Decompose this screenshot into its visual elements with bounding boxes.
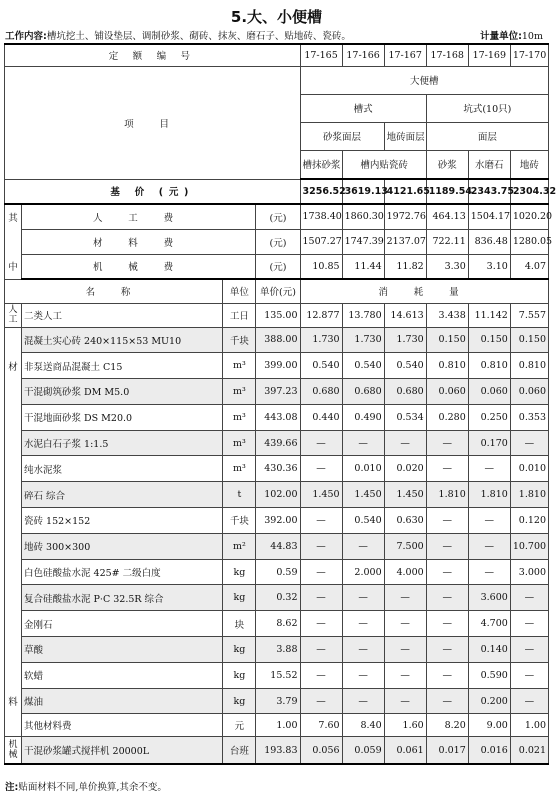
header-sub: 槽内贴瓷砖 xyxy=(342,150,426,179)
material-name: 干混砌筑砂浆 DM M5.0 xyxy=(22,379,223,405)
breakdown-value: 11.44 xyxy=(342,254,384,279)
material-value: — xyxy=(300,585,342,611)
material-value: 0.010 xyxy=(342,456,384,482)
material-row xyxy=(5,482,549,508)
material-price: 388.00 xyxy=(256,327,300,353)
material-value: 2.000 xyxy=(342,559,384,585)
material-price: 0.59 xyxy=(256,559,300,585)
material-row xyxy=(5,430,549,456)
header-mortar-surface: 砂浆面层 xyxy=(300,122,384,150)
cost-breakdown-row xyxy=(5,204,549,229)
material-row xyxy=(5,714,549,737)
col-consume-header: 消 耗 量 xyxy=(300,279,549,303)
work-content-text: 槽坑挖土、铺设垫层、调制砂浆、砌砖、抹灰、磨石子、贴地砖、瓷砖。 xyxy=(46,31,351,42)
material-name: 非泵送商品混凝土 C15 xyxy=(22,353,223,379)
material-unit: 千块 xyxy=(223,327,256,353)
material-price: 3.88 xyxy=(256,637,300,663)
base-price-value: 3619.13 xyxy=(342,179,384,204)
breakdown-value: 4.07 xyxy=(510,254,548,279)
material-price: 397.23 xyxy=(256,379,300,405)
material-value: — xyxy=(384,611,426,637)
material-value: 0.810 xyxy=(468,353,510,379)
breakdown-category-top: 其 xyxy=(5,204,22,229)
material-name: 复合硅酸盐水泥 P·C 32.5R 综合 xyxy=(22,585,223,611)
machine-value: 0.056 xyxy=(300,737,342,764)
material-row xyxy=(5,353,549,379)
breakdown-value: 1738.40 xyxy=(300,204,342,229)
base-price-value: 1189.54 xyxy=(426,179,468,204)
labor-value: 3.438 xyxy=(426,303,468,327)
machine-category: 机械 xyxy=(5,737,22,764)
breakdown-value: 11.82 xyxy=(384,254,426,279)
material-name: 金刚石 xyxy=(22,611,223,637)
material-value: 8.40 xyxy=(342,714,384,737)
material-value: 0.060 xyxy=(510,379,548,405)
material-value: — xyxy=(384,585,426,611)
col-unit-header: 单位 xyxy=(223,279,256,303)
material-value: — xyxy=(510,430,548,456)
material-value: 0.150 xyxy=(468,327,510,353)
material-unit: 千块 xyxy=(223,508,256,534)
code-cell: 17-168 xyxy=(426,44,468,66)
material-row xyxy=(5,611,549,637)
machine-row xyxy=(5,737,549,764)
material-value: — xyxy=(300,611,342,637)
material-value: 0.680 xyxy=(300,379,342,405)
breakdown-unit: (元) xyxy=(256,204,300,229)
material-value: 0.010 xyxy=(510,456,548,482)
material-price: 0.32 xyxy=(256,585,300,611)
machine-value: 0.021 xyxy=(510,737,548,764)
material-name: 干混地面砂浆 DS M20.0 xyxy=(22,404,223,430)
material-unit: 元 xyxy=(223,714,256,737)
material-value: — xyxy=(342,662,384,688)
material-value: — xyxy=(510,585,548,611)
material-value: — xyxy=(510,688,548,714)
breakdown-name: 材 料 费 xyxy=(22,229,256,254)
material-value: 1.810 xyxy=(468,482,510,508)
breakdown-value: 1507.27 xyxy=(300,229,342,254)
material-value: 0.200 xyxy=(468,688,510,714)
material-value: — xyxy=(426,533,468,559)
material-value: 9.00 xyxy=(468,714,510,737)
measure-unit-label: 计量单位: xyxy=(480,31,522,42)
material-value: 0.540 xyxy=(342,508,384,534)
table-body xyxy=(5,44,556,764)
breakdown-category-bottom: 中 xyxy=(5,254,22,279)
footnote-label: 注: xyxy=(5,782,19,793)
breakdown-name: 机 械 费 xyxy=(22,254,256,279)
material-name: 瓷砖 152×152 xyxy=(22,508,223,534)
machine-name: 干混砂浆罐式搅拌机 20000L xyxy=(22,737,223,764)
material-unit: m³ xyxy=(223,430,256,456)
breakdown-value: 464.13 xyxy=(426,204,468,229)
material-row xyxy=(5,456,549,482)
base-price-value: 3256.52 xyxy=(300,179,342,204)
labor-category: 人工 xyxy=(5,303,22,327)
material-value: — xyxy=(426,559,468,585)
breakdown-value: 3.10 xyxy=(468,254,510,279)
material-value: 1.00 xyxy=(510,714,548,737)
breakdown-value: 3.30 xyxy=(426,254,468,279)
material-value: — xyxy=(342,611,384,637)
material-row xyxy=(5,688,549,714)
material-value: — xyxy=(426,611,468,637)
machine-value: 0.017 xyxy=(426,737,468,764)
material-unit: kg xyxy=(223,688,256,714)
material-category-spacer xyxy=(5,533,22,559)
material-value: — xyxy=(384,430,426,456)
material-unit: m³ xyxy=(223,379,256,405)
code-cell: 17-165 xyxy=(300,44,342,66)
breakdown-unit: (元) xyxy=(256,229,300,254)
material-value: — xyxy=(510,611,548,637)
material-unit: m³ xyxy=(223,353,256,379)
material-value: — xyxy=(426,430,468,456)
labor-value: 11.142 xyxy=(468,303,510,327)
material-value: — xyxy=(426,662,468,688)
material-value: — xyxy=(468,508,510,534)
material-value: 1.730 xyxy=(342,327,384,353)
material-value: 0.280 xyxy=(426,404,468,430)
material-value: 3.000 xyxy=(510,559,548,585)
material-unit: 块 xyxy=(223,611,256,637)
material-value: — xyxy=(300,662,342,688)
quota-table xyxy=(4,43,556,765)
material-value: 1.60 xyxy=(384,714,426,737)
breakdown-value: 1280.05 xyxy=(510,229,548,254)
material-value: — xyxy=(426,508,468,534)
material-value: — xyxy=(300,430,342,456)
material-value: 0.170 xyxy=(468,430,510,456)
material-value: 0.540 xyxy=(300,353,342,379)
breakdown-category-spacer xyxy=(5,229,22,254)
labor-value: 13.780 xyxy=(342,303,384,327)
labor-value: 14.613 xyxy=(384,303,426,327)
material-value: — xyxy=(468,533,510,559)
labor-price: 135.00 xyxy=(256,303,300,327)
material-unit: kg xyxy=(223,662,256,688)
material-value: 0.540 xyxy=(384,353,426,379)
breakdown-unit: (元) xyxy=(256,254,300,279)
material-value: 1.810 xyxy=(510,482,548,508)
material-value: 0.120 xyxy=(510,508,548,534)
material-price: 3.79 xyxy=(256,688,300,714)
breakdown-value: 1972.76 xyxy=(384,204,426,229)
material-price: 443.08 xyxy=(256,404,300,430)
labor-value: 7.557 xyxy=(510,303,548,327)
material-value: — xyxy=(342,637,384,663)
material-name: 煤油 xyxy=(22,688,223,714)
col-name-header: 名 称 xyxy=(5,279,223,303)
material-value: 0.490 xyxy=(342,404,384,430)
base-price-value: 2304.32 xyxy=(510,179,548,204)
material-category-spacer xyxy=(5,611,22,637)
material-unit: kg xyxy=(223,559,256,585)
material-value: — xyxy=(342,585,384,611)
header-surface: 面层 xyxy=(426,122,548,150)
material-value: — xyxy=(300,456,342,482)
material-value: 1.450 xyxy=(342,482,384,508)
material-value: — xyxy=(300,688,342,714)
column-header-row xyxy=(5,279,549,303)
breakdown-value: 2137.07 xyxy=(384,229,426,254)
material-category-spacer xyxy=(5,714,22,737)
code-cell: 17-169 xyxy=(468,44,510,66)
material-price: 44.83 xyxy=(256,533,300,559)
material-category-spacer xyxy=(5,662,22,688)
material-category-spacer xyxy=(5,637,22,663)
material-value: 0.150 xyxy=(426,327,468,353)
code-cell: 17-166 xyxy=(342,44,384,66)
material-value: 0.630 xyxy=(384,508,426,534)
base-price-label: 基 价 (元) xyxy=(5,179,301,204)
work-content-label: 工作内容: xyxy=(5,31,47,42)
material-value: — xyxy=(384,688,426,714)
header-sub: 砂浆 xyxy=(426,150,468,179)
material-value: — xyxy=(468,559,510,585)
breakdown-value: 1504.17 xyxy=(468,204,510,229)
material-value: 4.700 xyxy=(468,611,510,637)
material-value: — xyxy=(300,533,342,559)
material-price: 102.00 xyxy=(256,482,300,508)
material-price: 8.62 xyxy=(256,611,300,637)
material-value: — xyxy=(300,559,342,585)
material-row xyxy=(5,327,549,353)
material-row xyxy=(5,404,549,430)
measure-unit xyxy=(480,28,543,42)
header-sub: 水磨石 xyxy=(468,150,510,179)
material-name: 地砖 300×300 xyxy=(22,533,223,559)
breakdown-name: 人 工 费 xyxy=(22,204,256,229)
material-value: 0.440 xyxy=(300,404,342,430)
work-content xyxy=(5,28,351,42)
base-price-value: 4121.65 xyxy=(384,179,426,204)
material-category-spacer xyxy=(5,379,22,405)
machine-value: 0.059 xyxy=(342,737,384,764)
material-category-bottom: 料 xyxy=(5,688,22,714)
material-value: — xyxy=(426,637,468,663)
labor-name: 二类人工 xyxy=(22,303,223,327)
material-value: — xyxy=(510,662,548,688)
material-row xyxy=(5,533,549,559)
breakdown-value: 1747.39 xyxy=(342,229,384,254)
material-value: 1.450 xyxy=(300,482,342,508)
material-value: 0.140 xyxy=(468,637,510,663)
material-category-spacer xyxy=(5,456,22,482)
header-sub: 地砖 xyxy=(510,150,548,179)
code-row xyxy=(5,44,549,66)
material-value: 0.250 xyxy=(468,404,510,430)
labor-unit: 工日 xyxy=(223,303,256,327)
material-price: 430.36 xyxy=(256,456,300,482)
material-value: 0.353 xyxy=(510,404,548,430)
material-value: — xyxy=(300,508,342,534)
material-value: — xyxy=(384,662,426,688)
material-value: — xyxy=(426,688,468,714)
material-row xyxy=(5,559,549,585)
machine-value: 0.061 xyxy=(384,737,426,764)
material-price: 1.00 xyxy=(256,714,300,737)
material-name: 混凝土实心砖 240×115×53 MU10 xyxy=(22,327,223,353)
material-category-spacer xyxy=(5,508,22,534)
header-pit: 坑式(10只) xyxy=(426,94,548,122)
col-price-header: 单价(元) xyxy=(256,279,300,303)
material-row xyxy=(5,585,549,611)
material-value: 0.540 xyxy=(342,353,384,379)
breakdown-value: 836.48 xyxy=(468,229,510,254)
material-value: — xyxy=(510,637,548,663)
measure-unit-value: 10m xyxy=(521,31,543,42)
material-value: 1.730 xyxy=(384,327,426,353)
material-category-spacer xyxy=(5,559,22,585)
header-groove: 槽式 xyxy=(300,94,426,122)
material-unit: t xyxy=(223,482,256,508)
page-title: 5.大、小便槽 xyxy=(230,8,323,26)
material-name: 软蜡 xyxy=(22,662,223,688)
material-value: 0.680 xyxy=(342,379,384,405)
material-name: 纯水泥浆 xyxy=(22,456,223,482)
code-cell: 17-167 xyxy=(384,44,426,66)
material-name: 碎石 综合 xyxy=(22,482,223,508)
material-row xyxy=(5,637,549,663)
cost-breakdown-row xyxy=(5,229,549,254)
material-value: — xyxy=(300,637,342,663)
material-value: — xyxy=(342,688,384,714)
material-category-spacer xyxy=(5,430,22,456)
material-value: 8.20 xyxy=(426,714,468,737)
material-category-top: 材 xyxy=(5,353,22,379)
footnote-text: 贴面材料不同,单价换算,其余不变。 xyxy=(18,782,167,793)
base-price-row xyxy=(5,179,549,204)
material-name: 其他材料费 xyxy=(22,714,223,737)
material-category-spacer xyxy=(5,327,22,353)
header-row-1 xyxy=(5,66,549,94)
material-value: 0.060 xyxy=(426,379,468,405)
material-name: 草酸 xyxy=(22,637,223,663)
breakdown-value: 10.85 xyxy=(300,254,342,279)
material-value: — xyxy=(342,533,384,559)
material-unit: m³ xyxy=(223,404,256,430)
material-value: 0.150 xyxy=(510,327,548,353)
header-tile-floor-surface: 地砖面层 xyxy=(384,122,426,150)
material-value: — xyxy=(342,430,384,456)
material-category-spacer xyxy=(5,482,22,508)
material-value: 1.810 xyxy=(426,482,468,508)
item-label: 项 目 xyxy=(5,66,301,179)
labor-row xyxy=(5,303,549,327)
material-value: 4.000 xyxy=(384,559,426,585)
material-value: 7.500 xyxy=(384,533,426,559)
material-value: 10.700 xyxy=(510,533,548,559)
material-unit: kg xyxy=(223,637,256,663)
material-value: — xyxy=(426,585,468,611)
material-value: 0.810 xyxy=(426,353,468,379)
material-value: 0.060 xyxy=(468,379,510,405)
material-category-spacer xyxy=(5,585,22,611)
material-value: 0.810 xyxy=(510,353,548,379)
breakdown-value: 722.11 xyxy=(426,229,468,254)
material-value: — xyxy=(384,637,426,663)
material-value: 0.534 xyxy=(384,404,426,430)
material-value: — xyxy=(426,456,468,482)
material-price: 392.00 xyxy=(256,508,300,534)
material-value: 7.60 xyxy=(300,714,342,737)
material-row xyxy=(5,379,549,405)
code-cell: 17-170 xyxy=(510,44,548,66)
cost-breakdown-row xyxy=(5,254,549,279)
base-price-value: 2343.75 xyxy=(468,179,510,204)
header-sub: 槽抹砂浆 xyxy=(300,150,342,179)
machine-value: 0.016 xyxy=(468,737,510,764)
labor-value: 12.877 xyxy=(300,303,342,327)
material-price: 399.00 xyxy=(256,353,300,379)
material-row xyxy=(5,508,549,534)
material-category-spacer xyxy=(5,404,22,430)
footnote xyxy=(5,779,167,793)
material-unit: m² xyxy=(223,533,256,559)
code-label: 定 额 编 号 xyxy=(5,44,301,66)
material-value: 0.680 xyxy=(384,379,426,405)
machine-unit: 台班 xyxy=(223,737,256,764)
breakdown-value: 1020.20 xyxy=(510,204,548,229)
header-big: 大便槽 xyxy=(300,66,549,94)
material-value: 1.730 xyxy=(300,327,342,353)
material-value: 0.020 xyxy=(384,456,426,482)
material-row xyxy=(5,662,549,688)
material-price: 439.66 xyxy=(256,430,300,456)
material-unit: m³ xyxy=(223,456,256,482)
material-name: 白色硅酸盐水泥 425# 二级白度 xyxy=(22,559,223,585)
machine-price: 193.83 xyxy=(256,737,300,764)
material-value: 0.590 xyxy=(468,662,510,688)
material-value: 3.600 xyxy=(468,585,510,611)
breakdown-value: 1860.30 xyxy=(342,204,384,229)
material-value: 1.450 xyxy=(384,482,426,508)
material-price: 15.52 xyxy=(256,662,300,688)
material-name: 水泥白石子浆 1:1.5 xyxy=(22,430,223,456)
material-unit: kg xyxy=(223,585,256,611)
material-value: — xyxy=(468,456,510,482)
